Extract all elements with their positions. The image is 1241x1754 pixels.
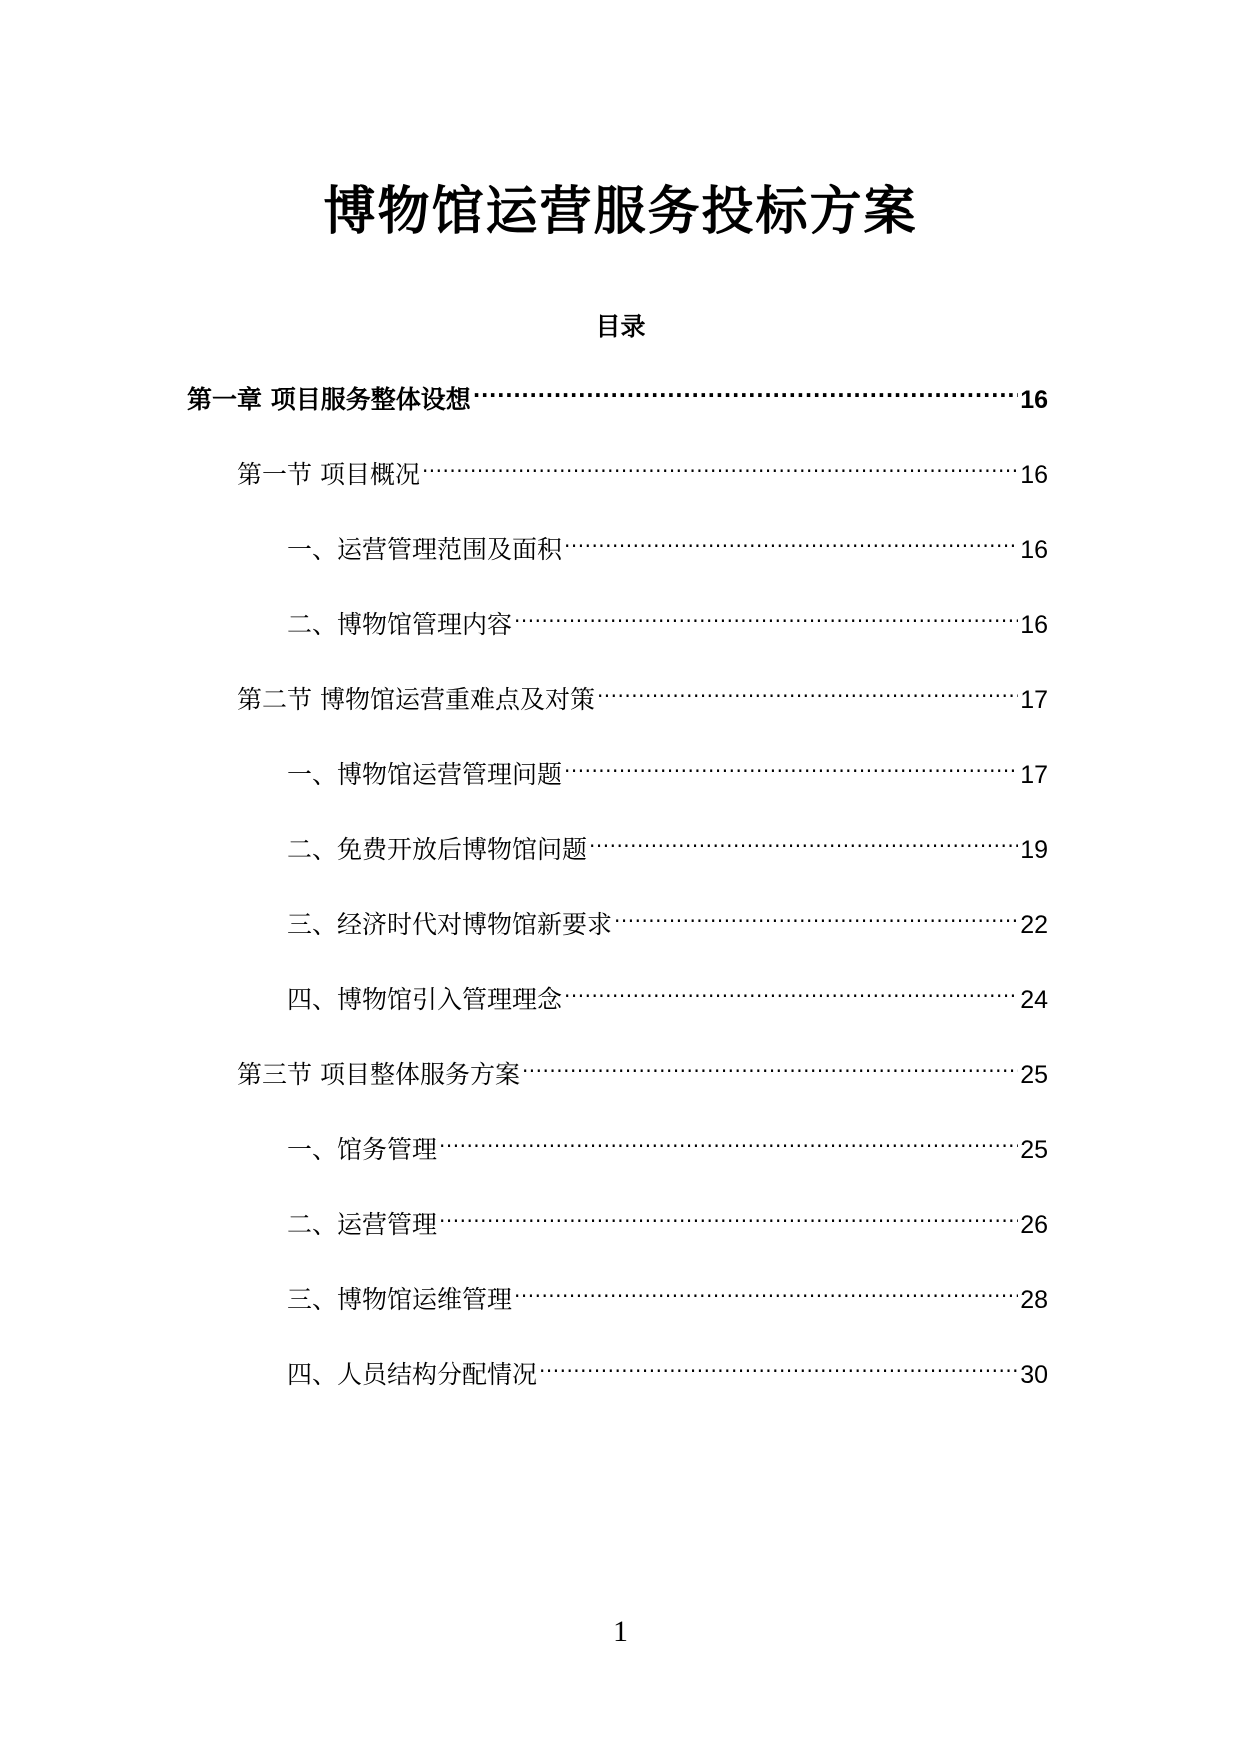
toc-entry-page: 25 — [1020, 1136, 1048, 1164]
toc-dot-leader — [564, 972, 1018, 1008]
toc-entry[interactable] — [237, 1047, 1048, 1089]
toc-heading: 目录 — [595, 312, 646, 341]
toc-entry-label: 二、免费开放后博物馆问题 — [287, 835, 588, 864]
toc-entry-page: 24 — [1020, 986, 1048, 1014]
toc-entry[interactable] — [287, 1347, 1048, 1389]
toc-entry-page: 16 — [1020, 611, 1048, 639]
toc-dot-leader — [439, 1197, 1018, 1233]
toc-entry-label: 三、博物馆运维管理 — [287, 1285, 513, 1314]
toc-dot-leader — [514, 1272, 1018, 1308]
toc-entry-label: 四、博物馆引入管理理念 — [287, 985, 563, 1014]
toc-entry-page: 25 — [1020, 1061, 1048, 1089]
toc-dot-leader — [564, 747, 1018, 783]
toc-dot-leader — [597, 672, 1018, 708]
toc-dot-leader — [522, 1047, 1018, 1083]
toc-entry-page: 16 — [1020, 461, 1048, 489]
toc-entry-page: 17 — [1020, 686, 1048, 714]
toc-entry[interactable] — [287, 897, 1048, 939]
toc-entry-page: 16 — [1020, 536, 1048, 564]
toc-entry[interactable] — [237, 447, 1048, 489]
toc-entry-label: 一、运营管理范围及面积 — [287, 535, 563, 564]
toc-entry-page: 28 — [1020, 1286, 1048, 1314]
toc-dot-leader — [439, 1122, 1018, 1158]
toc-dot-leader — [473, 372, 1018, 408]
toc-entry[interactable] — [287, 1122, 1048, 1164]
toc-entry-label: 一、博物馆运营管理问题 — [287, 760, 563, 789]
toc-dot-leader — [564, 522, 1018, 558]
toc-entry-label: 第一章 项目服务整体设想 — [187, 385, 471, 414]
toc-entry-page: 30 — [1020, 1361, 1048, 1389]
toc-entry-label: 二、运营管理 — [287, 1210, 438, 1239]
toc-entry-page: 17 — [1020, 761, 1048, 789]
toc-dot-leader — [539, 1347, 1018, 1383]
toc-entry-page: 19 — [1020, 836, 1048, 864]
toc-entry-label: 第二节 博物馆运营重难点及对策 — [237, 685, 595, 714]
toc-entry[interactable] — [287, 597, 1048, 639]
toc-entry[interactable] — [287, 1272, 1048, 1314]
toc-entry[interactable] — [287, 822, 1048, 864]
document-title: 博物馆运营服务投标方案 — [323, 182, 918, 242]
toc-entry[interactable] — [287, 747, 1048, 789]
toc-entry-label: 三、经济时代对博物馆新要求 — [287, 910, 613, 939]
toc-entry-page: 22 — [1020, 911, 1048, 939]
toc-dot-leader — [514, 597, 1018, 633]
toc-dot-leader — [589, 822, 1018, 858]
toc-entry[interactable] — [237, 672, 1048, 714]
toc-entry[interactable] — [287, 522, 1048, 564]
page-number: 1 — [613, 1615, 628, 1648]
toc-entry-label: 第一节 项目概况 — [237, 460, 420, 489]
toc-dot-leader — [614, 897, 1018, 933]
toc-entry-label: 四、人员结构分配情况 — [287, 1360, 538, 1389]
toc-entry[interactable] — [287, 972, 1048, 1014]
toc-entry-page: 26 — [1020, 1211, 1048, 1239]
toc-entry[interactable] — [187, 372, 1048, 414]
toc-entry-label: 第三节 项目整体服务方案 — [237, 1060, 520, 1089]
toc-entry-page: 16 — [1020, 386, 1048, 414]
toc-entry[interactable] — [287, 1197, 1048, 1239]
toc-entry-label: 二、博物馆管理内容 — [287, 610, 513, 639]
toc-entry-label: 一、馆务管理 — [287, 1135, 438, 1164]
toc-dot-leader — [422, 447, 1018, 483]
